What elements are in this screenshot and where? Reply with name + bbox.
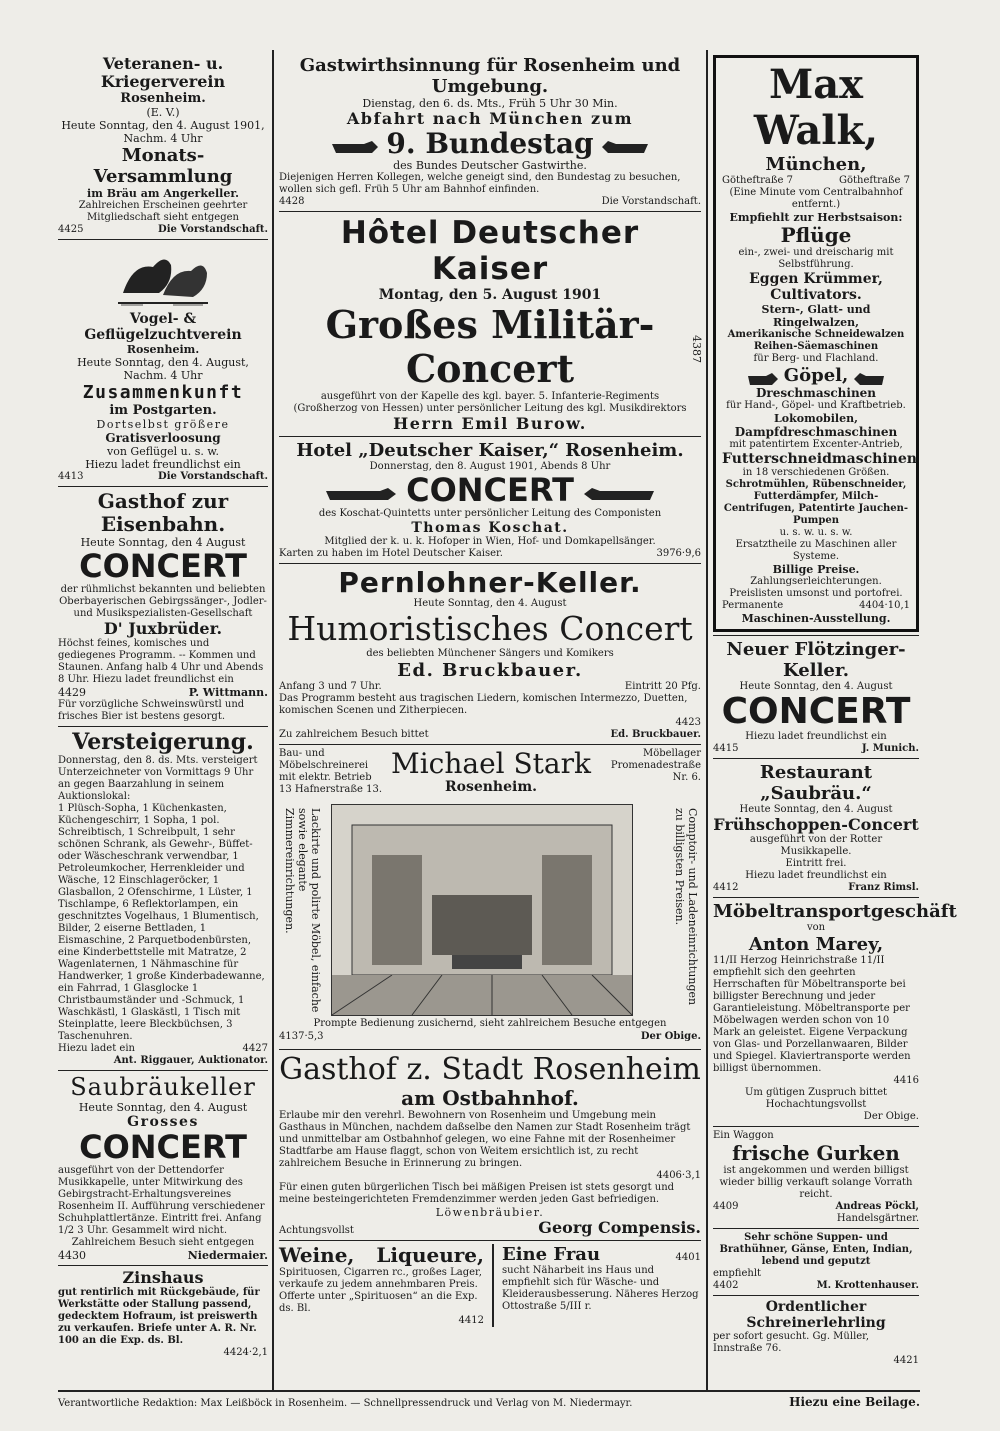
divider (58, 726, 268, 727)
zinshaus-num: 4424·2,1 (223, 1347, 268, 1358)
zinshaus-title: Zinshaus (122, 1268, 204, 1287)
vogel-title: Vogel- & Geflügelzuchtverein (84, 311, 242, 343)
middle-column (279, 55, 701, 1390)
suppen-sign: M. Krottenhauser. (816, 1280, 919, 1291)
walk-item5: Reihen-Säemaschinen (753, 341, 879, 352)
stark-place: Rosenheim. (444, 779, 538, 795)
kaiser2-num: 3976·9,6 (656, 548, 701, 559)
ad-kaiser1 (279, 215, 701, 433)
saubraeu-line4: Hiezu ladet freundlichst ein (745, 870, 887, 881)
saubraeukeller-title: Saubräukeller (70, 1073, 256, 1101)
pointing-hand-left-icon (854, 370, 884, 382)
eisenbahn-event: CONCERT (79, 547, 247, 585)
vogel-num: 4413 (58, 471, 84, 482)
divider (58, 1265, 268, 1266)
eisenbahn-text: der rühmlichst bekannten und beliebten Oberbayerischen Gebirgssänger-, Jodler- und Musikspezialisten-Gesellschaft (59, 584, 267, 619)
stark-num: 4137·5,3 (279, 1031, 324, 1042)
column-rule-left (272, 50, 274, 1390)
divider (58, 239, 268, 240)
weine-title1: Weine, (279, 1243, 355, 1267)
floetzinger-title: Neuer Flötzinger-Keller. (726, 639, 906, 681)
gurken-sign2: Handelsgärtner. (836, 1213, 919, 1224)
saubraeu-num: 4412 (713, 882, 739, 893)
walk-item7: Dreschmaschinen (755, 386, 877, 400)
versteigerung-sign: Ant. Riggauer, Auktionator. (113, 1055, 268, 1066)
gastwirth-event: 9. Bundestag (386, 127, 594, 160)
walk-city: München, (765, 154, 867, 175)
pernlohner-line1: Heute Sonntag, den 4. August (413, 598, 567, 609)
floetzinger-event: CONCERT (721, 691, 911, 732)
saubraeu-line2: ausgeführt von der Rotter Musikkapelle. (749, 834, 883, 857)
vogel-line2: Nachm. 4 Uhr (123, 369, 203, 382)
pernlohner-num: 4423 (675, 717, 701, 728)
eisenbahn-text3: Für vorzügliche Schweinswürstl und frisches Bier ist bestens gesorgt. (58, 699, 245, 722)
moebeltransport-name: Anton Marey, (748, 934, 884, 955)
zinshaus-text: gut rentirlich mit Rückgebäude, für Werkstätte oder Stallung passend, gedecktem Hofraum, ist preiswerth zu verkaufen. Briefe unter A. R. Nr. 100 an die Exp. ds. Bl. (58, 1287, 260, 1346)
pointing-hand-right-icon (326, 485, 396, 497)
stadt-num: 4406·3,1 (656, 1170, 701, 1181)
ad-stark (279, 748, 701, 1046)
gastwirth-line3: des Bundes Deutscher Gastwirthe. (393, 159, 587, 172)
walk-item1b: ein-, zwei- und dreischarig mit Selbstführung. (738, 247, 894, 270)
versteigerung-title: Versteigerung. (72, 729, 254, 755)
eisenbahn-line1: Heute Sonntag, den 4 August (80, 536, 246, 549)
walk-item10: Futterschneidmaschinen (722, 451, 917, 467)
kaiser2-line3: Mitglied der k. u. k. Hofoper in Wien, Hof- und Domkapellsänger. (324, 536, 656, 547)
moebeltransport-von: von (806, 922, 826, 933)
frau-text: sucht Näharbeit ins Haus und empfiehlt sich für Wäsche- und Kleiderausbesserung. Näheres Herzog Ottostraße 5/III r. (502, 1265, 699, 1312)
versteigerung-num: 4427 (242, 1043, 268, 1054)
pernlohner-start: Anfang 3 und 7 Uhr. (279, 681, 382, 692)
suppen-num: 4402 (713, 1280, 739, 1291)
walk-line1: Empfiehlt zur Herbstsaison: (729, 211, 903, 224)
kaiser2-line1: Donnerstag, den 8. August 1901, Abends 8 Uhr (369, 461, 611, 472)
divider (713, 635, 919, 636)
walk-item11: Schrotmühlen, Rübenschneider, Futterdämpfer, Milch-Centrifugen, Patentirte Jauchen-Pumpen (723, 479, 909, 526)
walk-item12: Ersatztheile zu Maschinen aller Systeme. (735, 539, 897, 562)
gastwirth-num: 4428 (279, 196, 305, 207)
stadt-title: Gasthof z. Stadt Rosenheim (279, 1052, 701, 1087)
gastwirth-title: Gastwirthsinnung für Rosenheim und Umgebung. (299, 55, 681, 97)
ad-suppen (713, 1232, 919, 1292)
floetzinger-sign: J. Munich. (861, 743, 919, 754)
chickens-icon (113, 243, 213, 309)
saubraeu-line3: Eintritt frei. (785, 858, 847, 869)
saubraeukeller-grosses: Grosses (127, 1114, 199, 1130)
divider (279, 563, 701, 564)
ad-vogel (58, 243, 268, 483)
walk-perm: Permanente (722, 600, 784, 611)
ad-saubraeukeller (58, 1074, 268, 1262)
walk-num: 4404·10,1 (859, 600, 910, 611)
vogel-line6: Hiezu ladet freundlichst ein (85, 458, 241, 471)
stark-bottom: Prompte Bedienung zusichernd, sieht zahlreichem Besuche entgegen (313, 1018, 667, 1029)
divider (713, 1295, 919, 1296)
eisenbahn-group: D' Juxbrüder. (103, 619, 223, 638)
walk-item13: Billige Preise. (772, 563, 860, 576)
walk-item6: Göpel, (783, 365, 849, 386)
gastwirth-line1: Dienstag, den 6. ds. Mts., Früh 5 Uhr 30 Min. (362, 97, 618, 110)
versteigerung-text: Donnerstag, den 8. ds. Mts. versteigert Unterzeichneter von Vormittags 9 Uhr an gegen Baarzahlung in seinem Auktionslokal: (58, 755, 258, 802)
divider (713, 1228, 919, 1229)
versteigerung-line: Hiezu ladet ein (58, 1043, 135, 1054)
divider (279, 1049, 701, 1050)
eisenbahn-title: Gasthof zur Eisenbahn. (97, 489, 229, 536)
stark-name: Michael Stark (391, 747, 591, 780)
veteranen-line1: Heute Sonntag, den 4. August 1901, (61, 119, 265, 132)
walk-item1: Pflüge (780, 223, 852, 247)
stadt-line: Löwenbräubier. (435, 1206, 545, 1219)
veteranen-venue: im Bräu am Angerkeller. (87, 187, 239, 200)
divider (713, 1126, 919, 1127)
stadt-greet: Achtungsvollst (279, 1225, 354, 1236)
weine-title2: Liqueure, (376, 1243, 484, 1267)
vogel-line3: Dortselbst größere (96, 418, 230, 431)
divider (279, 211, 701, 212)
ad-gastwirth (279, 55, 701, 208)
vogel-line5: von Geflügel u. s. w. (106, 445, 220, 458)
veteranen-text: Zahlreichen Erscheinen geehrter Mitgliedschaft sieht entgegen (78, 200, 248, 223)
stark-right1: Möbellager (642, 748, 701, 759)
stark-left2: mit elektr. Betrieb (279, 772, 372, 783)
ad-stadt (279, 1053, 701, 1237)
stark-left1: Bau- und Möbelschreinerei (279, 748, 369, 771)
stadt-text: Erlaube mir den verehrl. Bewohnern von Rosenheim und Umgebung mein Gasthaus in München, nachdem daßselbe den Namen zur Stadt Rosenheim trägt und unmittelbar am Ostbahnhof gelegen, wo eine Fahne mit der Rosenheimer Stadtfarbe am Hause flaggt, schon von Weitem ersichtlich ist, zu recht zahlreichem Besuche in Erinnerung zu bringen. (279, 1110, 691, 1169)
kaiser2-title: Hotel „Deutscher Kaiser,“ Rosenheim. (296, 440, 684, 461)
vogel-place: Rosenheim. (126, 343, 200, 356)
column-rule-right (706, 50, 708, 1390)
ad-moebeltransport (713, 901, 957, 1123)
kaiser1-conductor: Herrn Emil Burow. (393, 414, 587, 433)
vogel-sign: Die Vorstandschaft. (158, 471, 268, 482)
ad-veteranen (58, 55, 268, 236)
schreiner-title: Ordentlicher Schreinerlehrling (746, 1299, 886, 1331)
eisenbahn-text2: Höchst feines, komisches und gediegenes Programm. -- Kommen und Staunen. Anfang halb 4 Uhr und Abends 8 Uhr. Hiezu ladet freundlichst ein (58, 638, 264, 685)
stark-sideL: Lackirte und polirte Möbel, einfache sowie elegante Zimmereinrichtungen. (283, 808, 322, 1013)
veteranen-line2: Nachm. 4 Uhr (123, 132, 203, 145)
weine-text: Spirituosen, Cigarren rc., großes Lager, verkaufe zu jedem annehmbaren Preis. Offerte unter „Spirituosen“ an die Exp. ds. Bl. (279, 1267, 482, 1314)
vogel-event: Zusammenkunft (82, 382, 244, 403)
walk-addr2: Götheftraße 7 (839, 175, 910, 186)
kaiser2-line2: des Koschat-Quintetts unter persönlicher Leitung des Componisten (318, 508, 662, 519)
gastwirth-text: Diejenigen Herren Kollegen, welche geneigt sind, den Bundestag zu besuchen, wollen sich gefl. Früh 5 Uhr am Bahnhof einfinden. (279, 172, 681, 195)
walk-item11b: u. s. w. u. s. w. (779, 527, 853, 538)
pernlohner-text: Das Programm besteht aus tragischen Liedern, komischen Intermezzo, Duetten, komischen Scenen und Zitherpiecen. (279, 693, 688, 716)
weine-num: 4412 (458, 1315, 484, 1326)
footer-imprint: Verantwortliche Redaktion: Max Leißböck in Rosenheim. — Schnellpressendruck und Verlag von M. Niedermayr. (58, 1398, 633, 1409)
walk-item9b: mit patentirtem Excenter-Antrieb, (729, 439, 903, 450)
ad-walk (713, 55, 919, 632)
moebeltransport-num: 4416 (893, 1075, 919, 1086)
ad-row-bottom (279, 1244, 701, 1327)
suppen-line: empfiehlt (713, 1268, 762, 1279)
ad-kaiser2 (279, 440, 701, 560)
pernlohner-line3: Zu zahlreichem Besuch bittet (279, 729, 429, 740)
moebeltransport-title: Möbeltransportgeschäft (713, 901, 957, 922)
vogel-venue: im Postgarten. (109, 403, 217, 418)
moebeltransport-text: 11/II Herzog Heinrichstraße 11/II empfiehlt sich den geehrten Herrschaften für Möbeltransporte bei billigster Berechnung und jeder Garantieleistung. Möbeltransporte per Möbelwagen werden schon von 10 Mark an geleistet. Eigene Verpackung von Glas- und Porzellanwaaren, Bilder und Spiegel. Klaviertransporte werden billigst übernommen. (713, 955, 911, 1074)
pointing-hand-left-icon (602, 138, 648, 150)
schreiner-text: per sofort gesucht. Gg. Müller, Innstraße 76. (713, 1331, 870, 1354)
kaiser1-side: 4387 (690, 335, 703, 363)
kaiser2-composer: Thomas Koschat. (411, 520, 569, 536)
eisenbahn-sign: P. Wittmann. (188, 686, 268, 699)
veteranen-place: Rosenheim. (120, 91, 206, 106)
saubraeukeller-event: CONCERT (79, 1128, 247, 1166)
walk-item4: Amerikanische Schneidewalzen (727, 329, 905, 340)
gurken-line1: Ein Waggon (713, 1130, 774, 1141)
stadt-text2: Für einen guten bürgerlichen Tisch bei mäßigen Preisen ist stets gesorgt und meine besteingerichteten Fremdenzimmer werden jeden Gast befriedigen. (279, 1182, 675, 1205)
ad-gurken (713, 1130, 919, 1225)
ad-weine (279, 1244, 484, 1327)
moebeltransport-line: Um gütigen Zuspruch bittet Hochachtungsvollst (744, 1087, 888, 1110)
ad-frau (502, 1244, 701, 1327)
pointing-hand-right-icon (748, 370, 778, 382)
walk-item9: Dampfdreschmaschinen (734, 425, 898, 439)
divider (279, 436, 701, 437)
schreiner-num: 4421 (893, 1355, 919, 1366)
divider (279, 744, 701, 745)
gurken-num: 4409 (713, 1201, 739, 1212)
kaiser2-event: CONCERT (406, 471, 574, 509)
saubraeu-line1: Heute Sonntag, den 4. August (739, 804, 893, 815)
walk-item10b: in 18 verschiedenen Größen. (742, 467, 890, 478)
room-interior-icon (332, 805, 632, 1015)
veteranen-event: Monats-Versammlung (93, 145, 233, 187)
saubraeu-event: Frühschoppen-Concert (713, 815, 919, 834)
ad-versteigerung (58, 730, 268, 1067)
stadt-sub: am Ostbahnhof. (401, 1086, 579, 1110)
walk-item5b: für Berg- und Flachland. (753, 353, 879, 364)
divider-vertical (492, 1244, 494, 1327)
saubraeukeller-text: ausgeführt von der Dettendorfer Musikkapelle, unter Mitwirkung des Gebirgstracht-Erhaltungsvereines Rosenheim II. Aufführung verschiedener Schuhplattlertänze. Eintritt frei. Anfang 1/2 3 Uhr. Gesammelt wird nicht. (58, 1165, 265, 1236)
veteranen-num: 4425 (58, 224, 84, 235)
stadt-sign: Georg Compensis. (538, 1218, 701, 1237)
walk-title: Max Walk, (753, 61, 879, 154)
walk-item7b: für Hand-, Göpel- und Kraftbetrieb. (726, 400, 906, 411)
stark-right2: Promenadestraße (610, 760, 701, 771)
walk-addr1: Götheftraße 7 (722, 175, 793, 186)
veteranen-sign: Die Vorstandschaft. (158, 224, 268, 235)
walk-item3: Stern-, Glatt- und Ringelwalzen, (761, 303, 871, 329)
divider (58, 1070, 268, 1071)
versteigerung-items: 1 Plüsch-Sopha, 1 Küchenkasten, Küchengeschirr, 1 Sopha, 1 pol. Schreibtisch, 1 Schreibpult, 1 sehr schönen Schrank, als Gewehr-, Büffet- oder Wäscheschrank verwendbar, 1 Petroleumkocher, Herrenkleider und Wäsche, 12 Einschlageröcker, 1 Glasballon, 2 Ofenschirme, 1 Lüster, 1 Tischlampe, 6 Reflektorlampen, ein geschnitztes Vogelhaus, 1 Blumentisch, Bilder, 2 eiserne Bettladen, 1 Eismaschine, 2 Parquetbodenbürsten, eine Kinderbettstelle mit Matratze, 2 Wagenlaternen, 1 Nähmaschine für Handwerker, 1 große Kinderbadewanne, ein Fahrrad, 1 Glasglocke 1 Christbaumständer und -Schmuck, 1 Waschkästl, 1 Glaskästl, 1 Tisch mit Steinplatte, leere Bleckbüchsen, 3 Taschenuhren. (58, 803, 265, 1042)
divider (713, 758, 919, 759)
saubraeukeller-line2: Zahlreichem Besuch sieht entgegen (71, 1237, 255, 1248)
floetzinger-line2: Hiezu ladet freundlichst ein (745, 731, 887, 742)
floetzinger-line1: Heute Sonntag, den 4. August (739, 681, 893, 692)
walk-expo: Maschinen-Ausstellung. (741, 612, 891, 625)
pernlohner-performer: Ed. Bruckbauer. (397, 660, 583, 681)
gastwirth-sign: Die Vorstandschaft. (601, 196, 701, 207)
pointing-hand-left-icon (584, 485, 654, 497)
veteranen-title: Veteranen- u. Kriegerverein (100, 54, 226, 91)
stark-sign: Der Obige. (640, 1031, 701, 1042)
ad-floetzinger (713, 639, 919, 755)
veteranen-ev: (E. V.) (146, 106, 180, 119)
walk-item14: Zahlungserleichterungen. (750, 576, 882, 587)
ad-eisenbahn (58, 490, 268, 723)
saubraeu-sign: Franz Rimsl. (848, 882, 919, 893)
pernlohner-entry: Eintritt 20 Pfg. (624, 681, 701, 692)
pernlohner-sign: Ed. Bruckbauer. (610, 729, 701, 740)
frau-num: 4401 (675, 1252, 701, 1263)
saubraeukeller-line1: Heute Sonntag, den 4. August (78, 1101, 248, 1114)
divider (279, 1240, 701, 1241)
walk-note: (Eine Minute vom Centralbahnhof entfernt.) (729, 187, 903, 210)
gurken-text: ist angekommen und werden billigst wieder billig verkauft solange Vorrath reicht. (719, 1165, 913, 1200)
gurken-sign: Andreas Pöckl, (835, 1201, 919, 1212)
divider (713, 897, 919, 898)
frau-title: Eine Frau (502, 1244, 601, 1265)
footer (58, 1390, 920, 1410)
pernlohner-line2: des beliebten Münchener Sängers und Komikers (366, 648, 614, 659)
walk-item15: Preislisten umsonst und portofrei. (729, 588, 903, 599)
stark-left3: 13 Hafnerstraße 13. (279, 784, 382, 795)
left-column (58, 55, 268, 1390)
vogel-line1: Heute Sonntag, den 4. August, (77, 356, 249, 369)
kaiser1-text2: (Großherzog von Hessen) unter persönlicher Leitung des kgl. Musikdirektors (293, 403, 687, 414)
chicken-illustration (113, 243, 213, 309)
kaiser2-line4: Karten zu haben im Hotel Deutscher Kaiser. (279, 548, 503, 559)
ad-zinshaus (58, 1269, 268, 1359)
saubraeukeller-num: 4430 (58, 1249, 86, 1262)
saubraeu-title: Restaurant „Saubräu.“ (759, 762, 873, 804)
walk-item2: Eggen Krümmer, Cultivators. (749, 271, 883, 303)
kaiser1-event: Großes Militär-Concert (325, 302, 655, 391)
eisenbahn-num: 4429 (58, 686, 86, 699)
ad-pernlohner (279, 567, 701, 741)
pernlohner-event: Humoristisches Concert (287, 609, 693, 648)
ad-saubraeu (713, 762, 919, 894)
suppen-text: Sehr schöne Suppen- und Brathühner, Gänse, Enten, Indian, lebend und geputzt (719, 1232, 913, 1267)
kaiser1-date: Montag, den 5. August 1901 (378, 287, 602, 303)
gurken-title: frische Gurken (732, 1141, 900, 1165)
stark-right3: Nr. 6. (672, 772, 701, 783)
gastwirth-line2: Abfahrt nach München zum (346, 109, 634, 128)
moebeltransport-sign: Der Obige. (863, 1111, 919, 1122)
divider (58, 486, 268, 487)
kaiser1-text1: ausgeführt von der Kapelle des kgl. bayer. 5. Infanterie-Regiments (320, 391, 660, 402)
footer-supplement: Hiezu eine Beilage. (789, 1395, 920, 1409)
walk-item8: Lokomobilen, (774, 412, 858, 425)
saubraeukeller-sign: Niedermaier. (187, 1249, 268, 1262)
furniture-room-illustration (331, 804, 633, 1016)
pointing-hand-right-icon (332, 138, 378, 150)
kaiser1-title: Hôtel Deutscher Kaiser (340, 215, 640, 287)
right-column (713, 55, 957, 1390)
stark-sideR: Comptoir- und Ladeneinrichtungen zu billigsten Preisen. (673, 808, 699, 1006)
vogel-line4: Gratisverloosung (105, 431, 221, 445)
ad-schreiner (713, 1299, 919, 1367)
pernlohner-title: Pernlohner-Keller. (338, 566, 642, 599)
floetzinger-num: 4415 (713, 743, 739, 754)
